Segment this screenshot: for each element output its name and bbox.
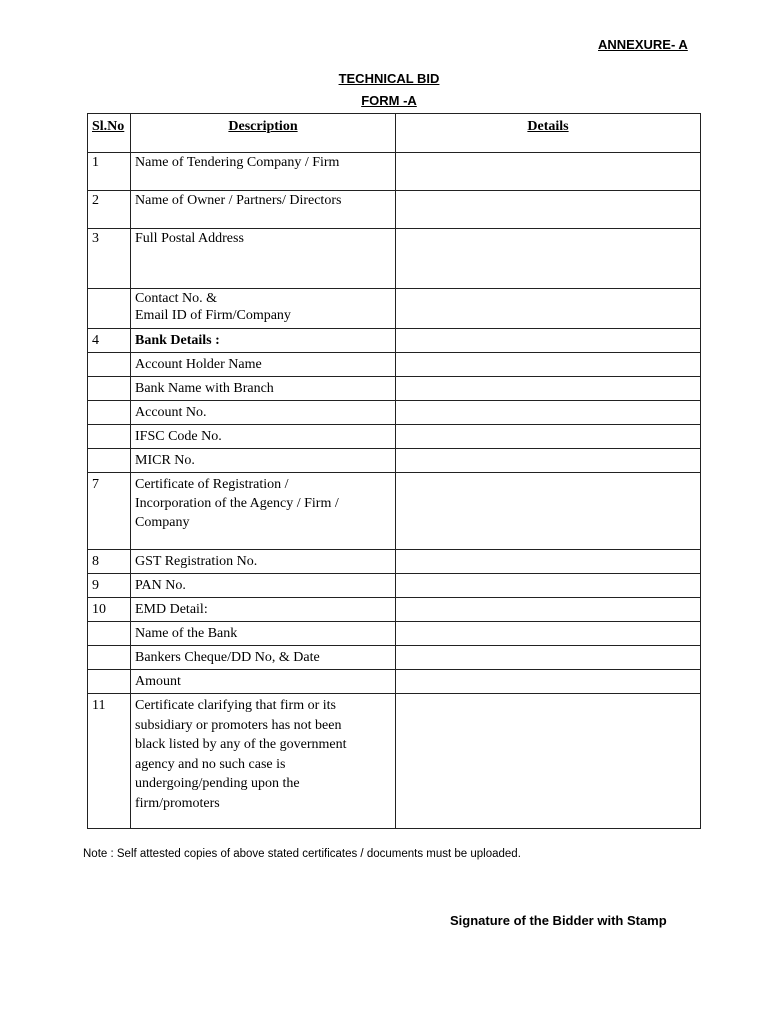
details-cell[interactable] [396, 289, 701, 329]
details-cell[interactable] [396, 574, 701, 598]
details-cell[interactable] [396, 425, 701, 449]
desc-line: Contact No. & [135, 291, 218, 306]
desc-line: Company [135, 515, 190, 530]
row-number: 3 [88, 229, 131, 289]
table-header-row [88, 114, 701, 153]
details-cell[interactable] [396, 473, 701, 550]
row-description: Name of the Bank [131, 622, 396, 646]
desc-line: Certificate of Registration / [135, 477, 289, 492]
row-description [131, 694, 396, 829]
details-cell[interactable] [396, 694, 701, 829]
row-description: EMD Detail: [131, 598, 396, 622]
form-title: FORM -A [361, 93, 417, 108]
row-description: Amount [131, 670, 396, 694]
table-row [88, 425, 701, 449]
header-details: Details [396, 114, 701, 153]
table-row [88, 670, 701, 694]
table-row [88, 353, 701, 377]
row-number: 10 [88, 598, 131, 622]
row-description [131, 289, 396, 329]
row-number: 11 [88, 694, 131, 829]
details-cell[interactable] [396, 229, 701, 289]
row-number [88, 289, 131, 329]
footnote: Note : Self attested copies of above stated certificates / documents must be uploaded. [83, 848, 521, 860]
row-number: 4 [88, 329, 131, 353]
desc-line: black listed by any of the government [135, 737, 347, 752]
desc-line: undergoing/pending upon the [135, 776, 300, 791]
row-description: IFSC Code No. [131, 425, 396, 449]
row-description [131, 473, 396, 550]
details-cell[interactable] [396, 353, 701, 377]
table-row [88, 329, 701, 353]
details-cell[interactable] [396, 191, 701, 229]
details-cell[interactable] [396, 646, 701, 670]
row-number: 7 [88, 473, 131, 550]
table-row [88, 694, 701, 829]
row-description: Name of Tendering Company / Firm [131, 153, 396, 191]
row-number [88, 425, 131, 449]
table-row [88, 289, 701, 329]
table-row [88, 191, 701, 229]
document-title: TECHNICAL BID [338, 71, 440, 86]
table-row [88, 473, 701, 550]
table-row [88, 449, 701, 473]
table-row [88, 550, 701, 574]
details-cell[interactable] [396, 449, 701, 473]
desc-line: Incorporation of the Agency / Firm / [135, 496, 339, 511]
row-number [88, 646, 131, 670]
row-description: PAN No. [131, 574, 396, 598]
details-cell[interactable] [396, 401, 701, 425]
details-cell[interactable] [396, 622, 701, 646]
row-number [88, 622, 131, 646]
row-description: Full Postal Address [131, 229, 396, 289]
details-cell[interactable] [396, 329, 701, 353]
desc-line: subsidiary or promoters has not been [135, 717, 342, 733]
row-number: 8 [88, 550, 131, 574]
technical-bid-table [87, 113, 701, 829]
table-row [88, 377, 701, 401]
table-row [88, 401, 701, 425]
table-row [88, 574, 701, 598]
row-number [88, 449, 131, 473]
details-cell[interactable] [396, 598, 701, 622]
header-description: Description [131, 114, 396, 153]
details-cell[interactable] [396, 670, 701, 694]
row-number [88, 377, 131, 401]
table-row [88, 646, 701, 670]
desc-line: agency and no such case is [135, 756, 286, 772]
row-description: GST Registration No. [131, 550, 396, 574]
table-row [88, 622, 701, 646]
row-description: Bank Details : [131, 329, 396, 353]
row-number: 9 [88, 574, 131, 598]
row-description: Bankers Cheque/DD No, & Date [131, 646, 396, 670]
row-number [88, 670, 131, 694]
row-description: MICR No. [131, 449, 396, 473]
desc-line: Email ID of Firm/Company [135, 308, 291, 323]
row-number: 1 [88, 153, 131, 191]
details-cell[interactable] [396, 377, 701, 401]
annexure-label: ANNEXURE- A [598, 37, 688, 52]
header-sl-no: Sl.No [88, 114, 131, 153]
desc-line: firm/promoters [135, 795, 220, 811]
row-description: Name of Owner / Partners/ Directors [131, 191, 396, 229]
desc-line: Certificate clarifying that firm or its [135, 698, 336, 713]
row-number [88, 353, 131, 377]
table-row [88, 598, 701, 622]
row-description: Account No. [131, 401, 396, 425]
details-cell[interactable] [396, 550, 701, 574]
row-description: Account Holder Name [131, 353, 396, 377]
row-number [88, 401, 131, 425]
row-description: Bank Name with Branch [131, 377, 396, 401]
table-row [88, 229, 701, 289]
row-number: 2 [88, 191, 131, 229]
signature-label: Signature of the Bidder with Stamp [450, 913, 667, 928]
details-cell[interactable] [396, 153, 701, 191]
table-row [88, 153, 701, 191]
